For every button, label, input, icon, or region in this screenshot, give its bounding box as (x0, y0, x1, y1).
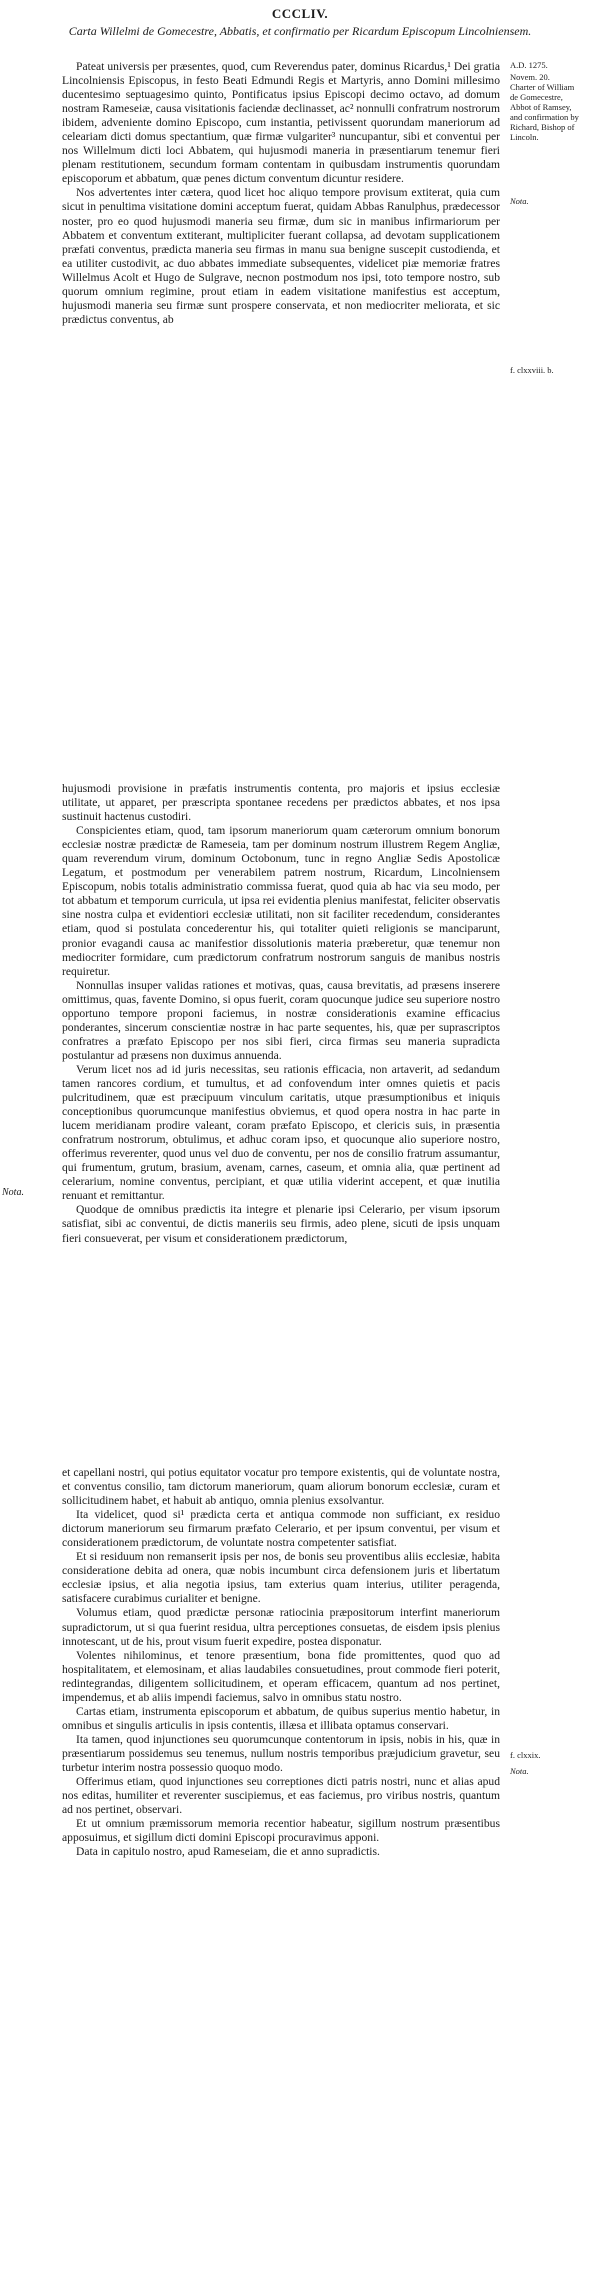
margin-folio-1: f. clxxviii. b. (510, 365, 554, 375)
paragraph: Verum licet nos ad id juris necessitas, seu rationis efficacia, non artaverit, ad sedandum tamen rancores cordium, et tumultus, et ad confovendum inter omnes quietis et pacis pulcritudinem, quæ est præcipuum vinculum caritatis, utque præsumptionibus et iniquis conceptionibus quorumcunque manifestius obviemus, et quod opera nostra in hac parte in lucem meridianam prodire valeant, coram præfato Episcopo, et clericis suis, in præsentia confratrum nostrorum, obtulimus, et adhuc coram ipso, et quocunque alio superiore nostro, offerimus reverenter, quod unus vel duo de conventu, per nos de consilio fratrum assumantur, qui frumentum, grutum, brasium, avenam, carnes, caseum, et omnia alia, quæ pertinent ad celerarium, nomine conventus, percipiant, et quæ utilia viderint accepent, et quæ inutilia renuant et remittantur. (62, 1062, 500, 1203)
margin-folio-2: f. clxxix. (510, 1750, 541, 1760)
margin-date-detail: Novem. 20. (510, 72, 550, 82)
paragraph: Nos advertentes inter cætera, quod licet hoc aliquo tempore provisum extiterat, quia cum sicut in penultima visitatione domini acceptum fuerat, quidam Abbas Ranulphus, prædecessor noster, pro eo quod hujusmodi maneria seu firmæ, dum sic in manibus infirmariorum per Abbatem et conventum extiterant, multipliciter fuerant collapsa, ad devotam supplicationem præfati conventus, prædicta maneria seu firmas in manu sua benigne suscepit custodienda, et ea utiliter custodivit, ac duo abbates immediate subsequentes, videlicet piæ memoriæ fratres Willelmus Acolt et Hugo de Sulgrave, necnon postmodum nos ipsi, toto tempore nostro, sub quorum omnium regimine, prout etiam in eadem visitatione manifestius est acceptum, hujusmodi maneria seu firmæ sunt prospere conservata, et non mediocriter meliorata, et sic prædictus conventus, ab (62, 186, 500, 326)
paragraph: Quodque de omnibus prædictis ita integre et plenarie ipsi Celerario, per visum ipsorum satisfiat, sibi ac conventui, de dictis maneriis seu firmis, adeo plene, sicuti de ipsis unquam fieri consueverat, per visum et considerationem prædictorum, (62, 1203, 500, 1245)
margin-nota-left: Nota. (2, 1187, 24, 1198)
margin-nota-2: Nota. (510, 1766, 529, 1776)
paragraph: hujusmodi provisione in præfatis instrumentis contenta, pro majoris et ipsius ecclesiæ utilitate, ut apparet, per præscripta spontanee recedens per prædictos abbates, et nos ipsa sustinuit hactenus custodiri. (62, 782, 500, 824)
paragraph: Ita videlicet, quod si¹ prædicta certa et antiqua commode non sufficiant, ex residuo dictorum maneriorum seu firmarum præfato Celerario, et per ipsum conventui, per visum et considerationem prædictorum, de voluntate nostra competenter satisfiat. (62, 1508, 500, 1550)
paragraph: Et ut omnium præmissorum memoria recentior habeatur, sigillum nostrum præsentibus apposuimus, et sigillum dicti domini Episcopi procuravimus apponi. (62, 1817, 500, 1845)
charter-number: CCCLIV. (271, 6, 329, 21)
text-block-2 (62, 782, 500, 1246)
paragraph: Nonnullas insuper validas rationes et motivas, quas, causa brevitatis, ad præsens inserere omittimus, quas, favente Domino, si opus fuerit, coram quocunque judice seu superiore nostro opportuno tempore proponi faciemus, in nostræ considerationis examine efficacius ponderantes, sincerum conscientiæ nostræ in hac parte sequentes, his, quæ per suprascriptos confratres a præfato Episcopo per nos sibi fieri, circa firmas seu maneria supradicta postulantur ad præsens non duximus annuenda. (62, 978, 500, 1062)
paragraph: Et si residuum non remanserit ipsis per nos, de bonis seu proventibus aliis ecclesiæ, habita consideratione debita ad onera, quæ nobis incumbunt circa defensionem juris et libertatum ecclesiæ ipsius, et alia negotia ipsius, tam exterius quam interius, utiliter peragenda, satisfacere curabimus curialiter et benigne. (62, 1550, 500, 1606)
paragraph: Ita tamen, quod injunctiones seu quorumcunque contentorum in ipsis, nobis in his, quæ in præsentiarum possidemus seu tenemus, nullum nostris temporibus præjudicium gravetur, seu turbetur interim nostra possessio quoquo modo. (62, 1732, 500, 1774)
paragraph: Pateat universis per præsentes, quod, cum Reverendus pater, dominus Ricardus,¹ Dei gratia Lincolniensis Episcopus, in festo Beati Edmundi Regis et Martyris, anno Domini millesimo ducentesimo septuagesimo quinto, Pontificatus ipsius Episcopi decimo octavo, ad domum nostram Rameseiæ, causa visitationis faciendæ declinasset, ac² nonnulli confratrum nostrorum ibidem, adveniente domino Episcopo, cum instantia, petivissent quorundam maneriorum ad celeariam dicti domus spectantium, quæ firmæ vulgariter³ nuncupantur, sibi et conventui per nos Willelmum dicti loci Abbatem, qui hujusmodi maneria in præsentiarum tenemur fieri plenam restitutionem, secundum formam contentam in quibusdam instrumentis quorundam episcoporum et abbatum, quæ penes dictum conventum dicuntur residere. (62, 60, 500, 186)
text-block-3 (62, 1466, 500, 1859)
paragraph: Volumus etiam, quod prædictæ personæ ratiocinia præpositorum interfint maneriorum supradictorum, ut si qua fuerint residua, ultra perceptiones consuetas, de eisdem ipsis plenius innotescant, ut de his, prout visum fuerit expedire, postea disponatur. (62, 1606, 500, 1648)
paragraph: et capellani nostri, qui potius equitator vocatur pro tempore existentis, qui de voluntate nostra, et conventus consilio, tam dictorum maneriorum, quam aliorum bonorum ecclesiæ, curam et sollicitudinem habet, et habuit ab antiquo, omnia plenius exsolvantur. (62, 1466, 500, 1508)
paragraph: Conspicientes etiam, quod, tam ipsorum maneriorum quam cæterorum omnium bonorum ecclesiæ nostræ prædictæ de Rameseia, tam per dominum nostrum illustrem Regem Angliæ, quam reverendum virum, dominum Octobonum, tunc in regno Angliæ Sedis Apostolicæ Legatum, et postmodum per venerabilem patrem nostrum, Ricardum, Lincolniensem Episcopum, nobis totalis administratio commissa fuerat, quod quia ab hac via seu modo, per tot abbatum et temporum curricula, ut ipsa rei evidentia plenius manifestat, feliciter observatis sine nostra culpa et evidentiori ecclesiæ utilitati, non sit faciliter recedendum, considerantes etiam, quod si postulata concederentur his, qui totaliter quieti religionis se manciparunt, pronior evagandi causa ac manifestior dissolutionis materia præberetur, quæ tenemur non mediocriter formidare, cum prædictorum confratrum nostrorum sanguis de manibus nostris requiretur. (62, 824, 500, 978)
paragraph: Cartas etiam, instrumenta episcoporum et abbatum, de quibus superius mentio habetur, in omnibus et singulis articulis in ipsis contentis, illæsa et illibata optamus conservari. (62, 1704, 500, 1732)
margin-summary: Charter of William de Gomecestre, Abbot of Ramsey, and confirmation by Richard, Bishop of Lincoln. (510, 82, 579, 142)
margin-nota-1: Nota. (510, 196, 529, 206)
charter-subtitle: Carta Willelmi de Gomecestre, Abbatis, et confirmatio per Ricardum Episcopum Lincolniensem. (68, 24, 532, 38)
paragraph: Volentes nihilominus, et tenore præsentium, bona fide promittentes, quod quo ad hospitalitatem, et elemosinam, et alias laudabiles consuetudines, prout commode fieri poterit, redintegrandas, diligentem sollicitudinem, et operam efficacem, quantum ad nos pertinet, impendemus, et ab aliis impendi faciemus, salvo in omnibus statu nostro. (62, 1648, 500, 1704)
text-block-1 (62, 60, 500, 327)
paragraph: Data in capitulo nostro, apud Rameseiam, die et anno supradictis. (76, 1845, 380, 1859)
paragraph: Offerimus etiam, quod injunctiones seu correptiones dicti patris nostri, nunc et alias apud nos editas, humiliter et reverenter suscipiemus, et eas faciemus, pro viribus nostris, quantum ad nos pertinet, observari. (62, 1775, 500, 1817)
margin-date: A.D. 1275. (510, 60, 548, 70)
